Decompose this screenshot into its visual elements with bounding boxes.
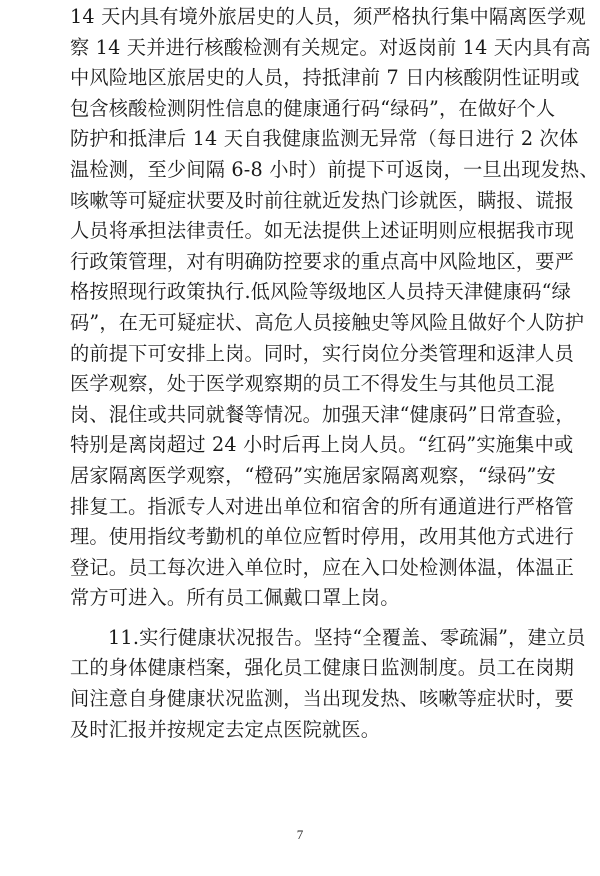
paragraph-line: 人员将承担法律责任。如无法提供上述证明则应根据我市现 [70, 219, 575, 243]
paragraph-gap [70, 614, 590, 623]
paragraph-line: 中风险地区旅居史的人员，持抵津前 7 日内核酸阴性证明或 [70, 66, 580, 90]
paragraph-line: 的前提下可安排上岗。同时，实行岗位分类管理和返津人员 [70, 341, 575, 365]
paragraph-line: 特别是离岗超过 24 小时后再上岗人员。“红码”实施集中或 [70, 433, 574, 457]
paragraph-line: 防护和抵津后 14 天自我健康监测无异常（每日进行 2 次体 [70, 127, 579, 151]
paragraph-line: 14 天内具有境外旅居史的人员，须严格执行集中隔离医学观 [70, 5, 586, 28]
paragraph-line: 咳嗽等可疑症状要及时前往就近发热门诊就医，瞒报、谎报 [70, 188, 575, 212]
paragraph-line: 间注意自身健康状况监测，当出现发热、咳嗽等症状时，要 [70, 687, 575, 711]
paragraph-line: 登记。员工每次进入单位时，应在入口处检测体温，体温正 [70, 555, 575, 579]
paragraph-line: 居家隔离医学观察，“橙码”实施居家隔离观察，“绿码”安 [70, 463, 556, 487]
paragraph-line: 包含核酸检测阴性信息的健康通行码“绿码”，在做好个人 [70, 96, 556, 120]
paragraph-line: 格按照现行政策执行.低风险等级地区人员持天津健康码“绿 [70, 280, 571, 304]
paragraph-line: 理。使用指纹考勤机的单位应暂时停用，改用其他方式进行 [70, 525, 575, 549]
page-number: 7 [296, 827, 304, 842]
body-text [70, 2, 599, 745]
paragraph-1 [70, 2, 599, 614]
paragraph-line: 岗、混住或共同就餐等情况。加强天津“健康码”日常查验， [70, 402, 575, 426]
paragraph-line: 医学观察，处于医学观察期的员工不得发生与其他员工混 [70, 372, 555, 396]
paragraph-line: 排复工。指派专人对进出单位和宿舍的所有通道进行严格管 [70, 494, 575, 518]
paragraph-line: 及时汇报并按规定去定点医院就医。 [70, 717, 381, 741]
paragraph-line: 察 14 天并进行核酸检测有关规定。对返岗前 14 天内具有高 [70, 35, 591, 59]
paragraph-line: 常方可进入。所有员工佩戴口罩上岗。 [70, 586, 400, 610]
paragraph-2 [70, 623, 590, 745]
paragraph-line: 工的身体健康档案，强化员工健康日监测制度。员工在岗期 [70, 656, 575, 680]
paragraph-line: 码”，在无可疑症状、高危人员接触史等风险且做好个人防护 [70, 310, 585, 334]
paragraph-line: 11.实行健康状况报告。坚持“全覆盖、零疏漏”，建立员 [108, 625, 586, 649]
paragraph-line: 行政策管理，对有明确防控要求的重点高中风险地区，要严 [70, 249, 575, 273]
paragraph-line: 温检测，至少间隔 6-8 小时）前提下可返岗，一旦出现发热、 [70, 157, 599, 181]
